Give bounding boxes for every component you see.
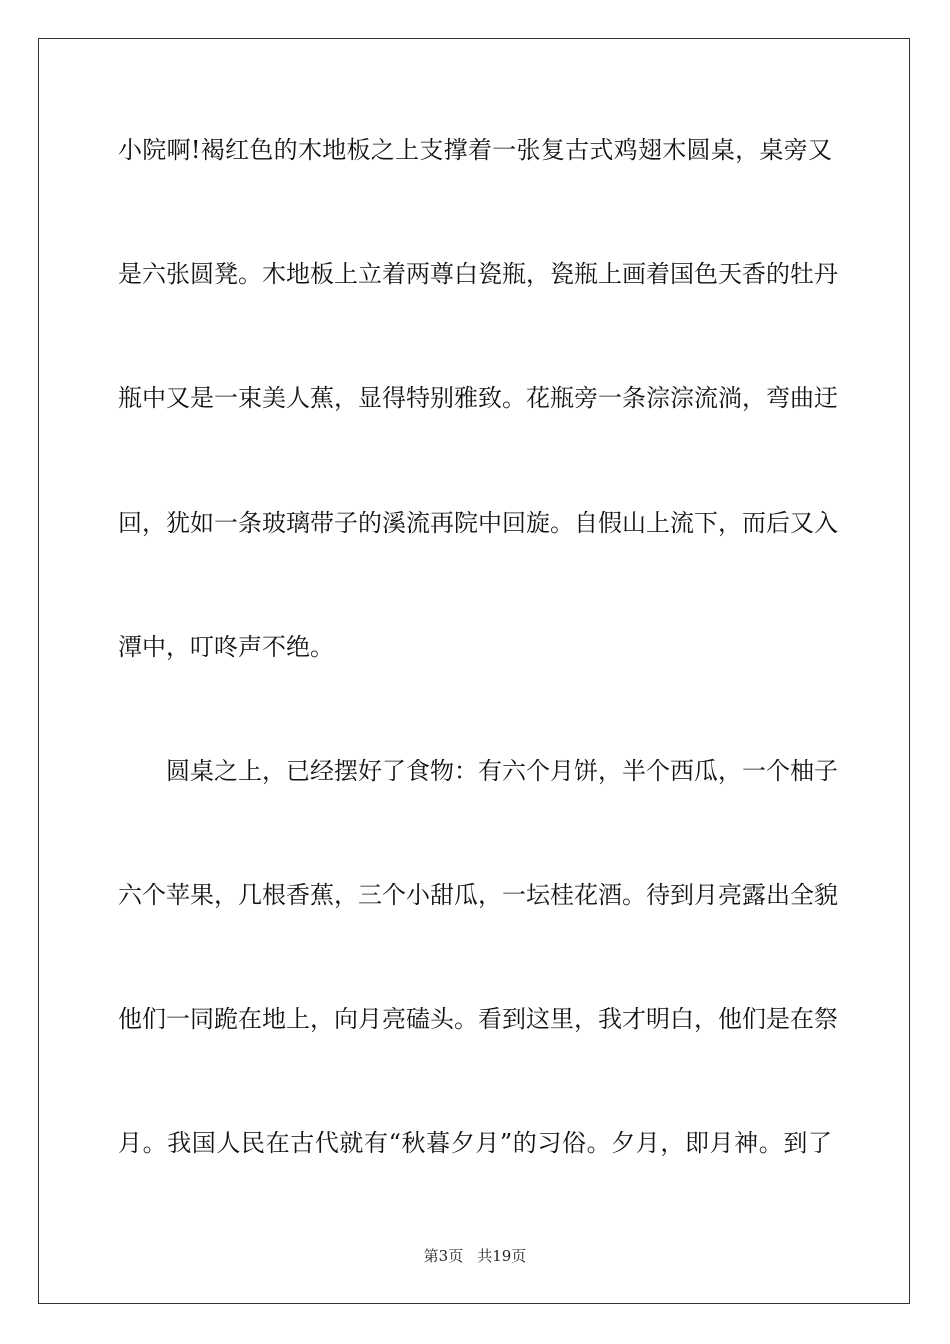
text-line: 潭中，叮咚声不绝。 [118,633,334,661]
text-line: 是六张圆凳。木地板上立着两尊白瓷瓶，瓷瓶上画着国色天香的牡丹 [118,260,838,288]
text-line: 回，犹如一条玻璃带子的溪流再院中回旋。自假山上流下，而后又入 [118,509,838,537]
page-border [38,38,910,1304]
page-footer [0,1246,950,1266]
text-line: 瓶中又是一束美人蕉，显得特别雅致。花瓶旁一条淙淙流淌，弯曲迂 [118,384,838,412]
page-total: 共19页 [477,1247,527,1265]
text-line: 他们一同跪在地上，向月亮磕头。看到这里，我才明白，他们是在祭 [118,1005,838,1033]
text-line: 小院啊!褐红色的木地板之上支撑着一张复古式鸡翅木圆桌，桌旁又 [118,136,832,164]
paragraph-first-line: 圆桌之上，已经摆好了食物：有六个月饼，半个西瓜，一个柚子 [166,757,838,785]
text-line: 六个苹果，几根香蕉，三个小甜瓜，一坛桂花酒。待到月亮露出全貌 [118,881,838,909]
text-line: 月。我国人民在古代就有“秋暮夕月”的习俗。夕月，即月神。到了 [118,1129,832,1157]
page-number: 第3页 [423,1247,464,1265]
